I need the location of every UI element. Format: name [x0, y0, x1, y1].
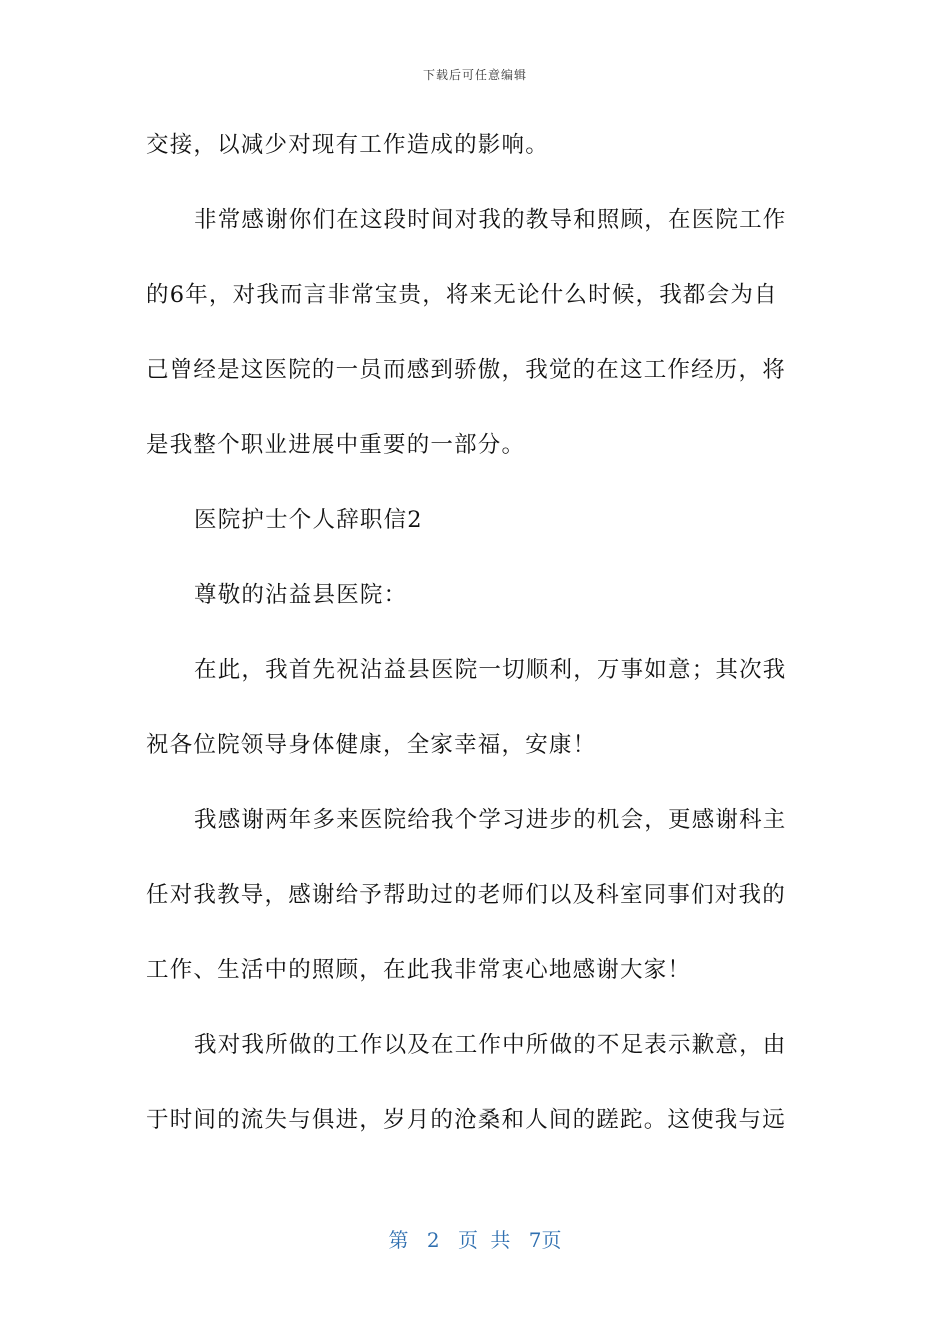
total-pages: 7页 — [528, 1228, 562, 1252]
salutation: 尊敬的沾益县医院： — [194, 582, 408, 608]
text-line: 工作、生活中的照顾，在此我非常衷心地感谢大家！ — [146, 957, 692, 983]
current-page-number: 2 — [426, 1228, 440, 1252]
text-line: 是我整个职业进展中重要的一部分。 — [146, 432, 526, 458]
page-footer — [0, 1224, 950, 1253]
text-line: 己曾经是这医院的一员而感到骄傲，我觉的在这工作经历，将 — [146, 357, 786, 383]
text-line: 我对我所做的工作以及在工作中所做的不足表示歉意，由 — [194, 1032, 787, 1058]
text-line: 在此，我首先祝沾益县医院一切顺利，万事如意；其次我 — [194, 657, 787, 683]
page-header: 下载后可任意编辑 — [422, 68, 527, 82]
text-line: 祝各位院领导身体健康，全家幸福，安康！ — [146, 732, 597, 758]
document-body — [146, 118, 796, 1168]
text-line: 我感谢两年多来医院给我个学习进步的机会，更感谢科主 — [194, 807, 787, 833]
section-heading: 医院护士个人辞职信2 — [194, 507, 423, 533]
footer-prefix: 第 — [388, 1228, 409, 1252]
text-line: 非常感谢你们在这段时间对我的教导和照顾，在医院工作 — [194, 207, 787, 233]
text-line: 交接，以减少对现有工作造成的影响。 — [146, 132, 549, 158]
text-line: 任对我教导，感谢给予帮助过的老师们以及科室同事们对我的 — [146, 882, 786, 908]
text-line: 于时间的流失与俱进，岁月的沧桑和人间的蹉跎。这使我与远 — [146, 1107, 786, 1133]
footer-middle: 页 共 — [458, 1228, 511, 1252]
text-line: 的6年，对我而言非常宝贵，将来无论什么时候，我都会为自 — [146, 282, 778, 308]
